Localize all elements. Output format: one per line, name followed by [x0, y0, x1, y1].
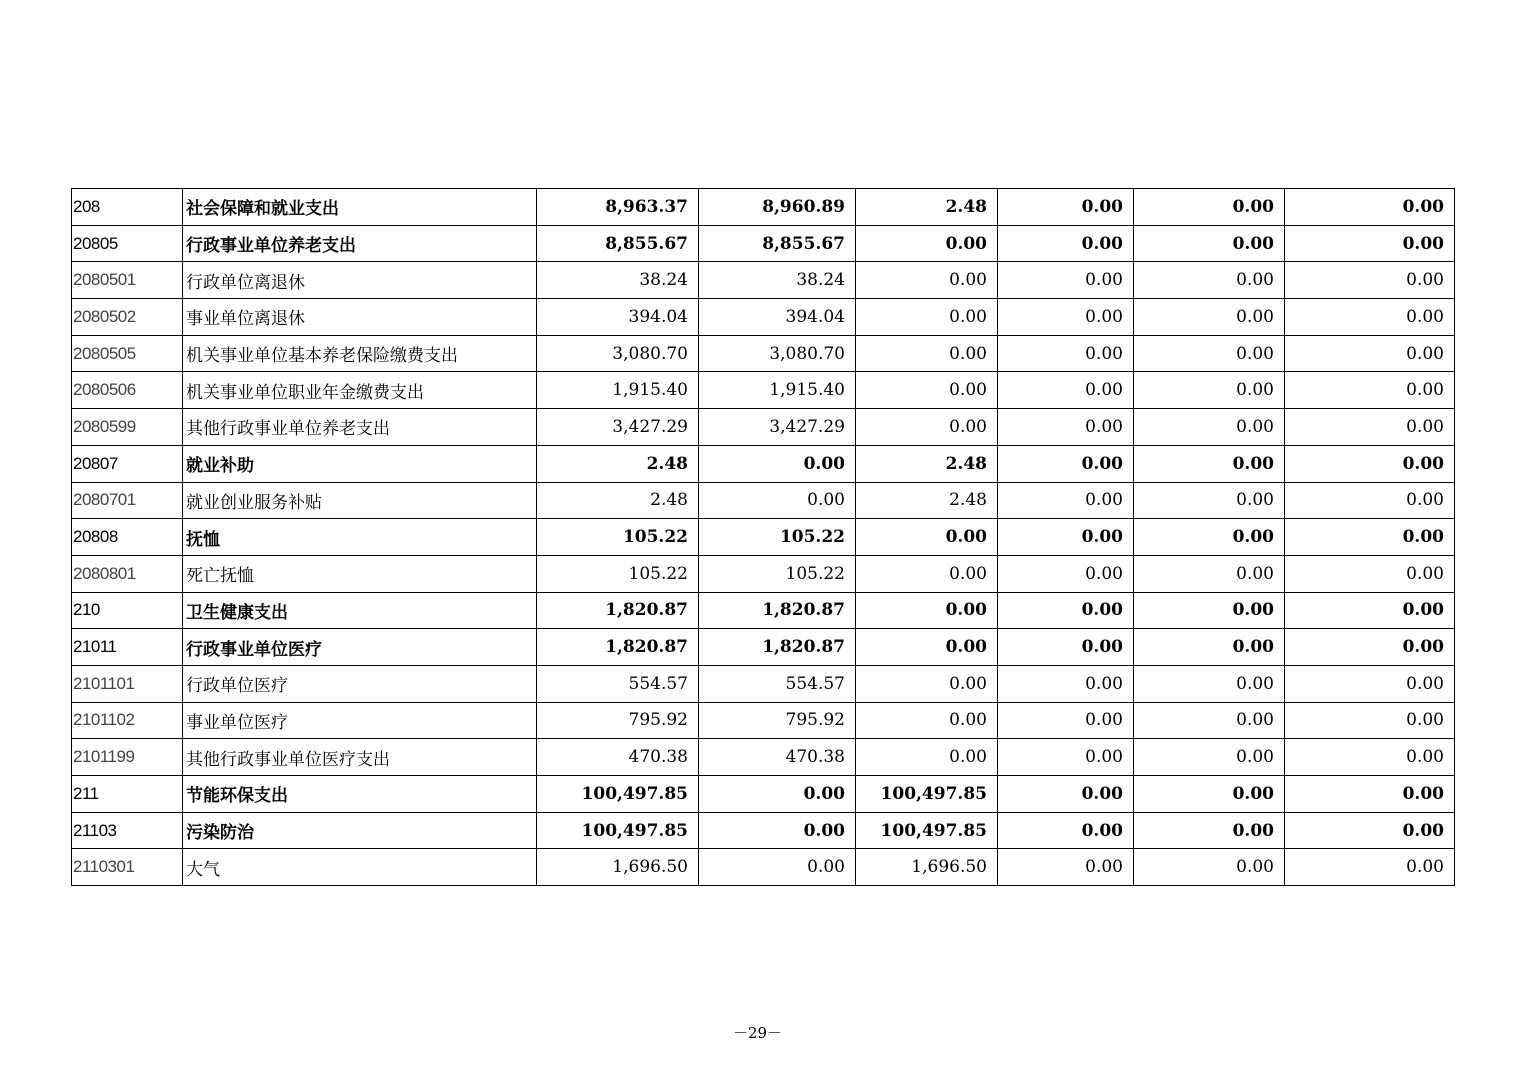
row-value-3: 0.00 [856, 555, 998, 592]
row-value-3: 0.00 [856, 262, 998, 299]
row-name: 节能环保支出 [183, 776, 537, 813]
row-value-3: 2.48 [856, 445, 998, 482]
row-name: 社会保障和就业支出 [183, 189, 537, 226]
row-value-2: 38.24 [699, 262, 856, 299]
row-value-6: 0.00 [1285, 189, 1455, 226]
row-value-2: 1,915.40 [699, 372, 856, 409]
row-value-2: 3,427.29 [699, 409, 856, 446]
row-value-4: 0.00 [998, 665, 1134, 702]
row-value-6: 0.00 [1285, 409, 1455, 446]
row-name: 事业单位医疗 [183, 702, 537, 739]
row-code: 21103 [72, 812, 183, 849]
row-value-2: 554.57 [699, 665, 856, 702]
row-value-1: 2.48 [537, 445, 699, 482]
budget-table [71, 188, 1455, 886]
row-value-3: 0.00 [856, 592, 998, 629]
row-value-3: 0.00 [856, 409, 998, 446]
row-value-2: 0.00 [699, 849, 856, 886]
row-value-2: 3,080.70 [699, 335, 856, 372]
row-value-5: 0.00 [1134, 665, 1285, 702]
row-value-3: 2.48 [856, 189, 998, 226]
row-value-4: 0.00 [998, 299, 1134, 336]
row-value-1: 8,963.37 [537, 189, 699, 226]
row-value-1: 38.24 [537, 262, 699, 299]
row-value-4: 0.00 [998, 335, 1134, 372]
row-code: 20805 [72, 225, 183, 262]
row-value-4: 0.00 [998, 849, 1134, 886]
row-code: 2080599 [72, 409, 183, 446]
row-value-2: 8,855.67 [699, 225, 856, 262]
row-value-4: 0.00 [998, 225, 1134, 262]
row-value-1: 1,696.50 [537, 849, 699, 886]
row-value-2: 394.04 [699, 299, 856, 336]
row-name: 行政单位医疗 [183, 665, 537, 702]
row-value-5: 0.00 [1134, 776, 1285, 813]
row-value-1: 100,497.85 [537, 812, 699, 849]
row-value-2: 470.38 [699, 739, 856, 776]
row-code: 21011 [72, 629, 183, 666]
table-row [72, 445, 1455, 482]
row-value-5: 0.00 [1134, 739, 1285, 776]
row-code: 2080502 [72, 299, 183, 336]
row-value-6: 0.00 [1285, 555, 1455, 592]
row-value-2: 0.00 [699, 776, 856, 813]
row-value-5: 0.00 [1134, 629, 1285, 666]
row-value-6: 0.00 [1285, 335, 1455, 372]
row-code: 20808 [72, 519, 183, 556]
row-value-4: 0.00 [998, 189, 1134, 226]
row-code: 2080506 [72, 372, 183, 409]
row-value-6: 0.00 [1285, 665, 1455, 702]
row-value-4: 0.00 [998, 702, 1134, 739]
row-name: 行政事业单位养老支出 [183, 225, 537, 262]
row-value-1: 105.22 [537, 519, 699, 556]
row-value-6: 0.00 [1285, 225, 1455, 262]
row-value-3: 0.00 [856, 372, 998, 409]
row-value-6: 0.00 [1285, 702, 1455, 739]
row-name: 污染防治 [183, 812, 537, 849]
row-value-6: 0.00 [1285, 849, 1455, 886]
row-value-2: 1,820.87 [699, 629, 856, 666]
row-value-5: 0.00 [1134, 702, 1285, 739]
table-row [72, 629, 1455, 666]
table-row [72, 372, 1455, 409]
row-name: 死亡抚恤 [183, 555, 537, 592]
row-code: 2080505 [72, 335, 183, 372]
row-value-5: 0.00 [1134, 262, 1285, 299]
row-value-4: 0.00 [998, 372, 1134, 409]
row-value-5: 0.00 [1134, 225, 1285, 262]
row-value-5: 0.00 [1134, 409, 1285, 446]
row-code: 2080801 [72, 555, 183, 592]
row-value-1: 100,497.85 [537, 776, 699, 813]
table-row [72, 812, 1455, 849]
table-row [72, 262, 1455, 299]
row-value-2: 795.92 [699, 702, 856, 739]
row-value-5: 0.00 [1134, 445, 1285, 482]
row-value-6: 0.00 [1285, 299, 1455, 336]
row-code: 2101102 [72, 702, 183, 739]
row-value-1: 470.38 [537, 739, 699, 776]
row-value-4: 0.00 [998, 555, 1134, 592]
row-name: 其他行政事业单位医疗支出 [183, 739, 537, 776]
row-value-2: 1,820.87 [699, 592, 856, 629]
row-value-6: 0.00 [1285, 739, 1455, 776]
row-code: 211 [72, 776, 183, 813]
row-code: 2101199 [72, 739, 183, 776]
row-name: 就业补助 [183, 445, 537, 482]
row-value-4: 0.00 [998, 776, 1134, 813]
row-value-3: 0.00 [856, 665, 998, 702]
row-name: 抚恤 [183, 519, 537, 556]
row-name: 卫生健康支出 [183, 592, 537, 629]
row-value-1: 1,820.87 [537, 592, 699, 629]
row-value-6: 0.00 [1285, 629, 1455, 666]
table-row [72, 592, 1455, 629]
row-value-6: 0.00 [1285, 812, 1455, 849]
row-value-1: 394.04 [537, 299, 699, 336]
row-value-1: 795.92 [537, 702, 699, 739]
row-code: 208 [72, 189, 183, 226]
row-value-4: 0.00 [998, 445, 1134, 482]
row-name: 机关事业单位基本养老保险缴费支出 [183, 335, 537, 372]
row-code: 20807 [72, 445, 183, 482]
row-value-2: 0.00 [699, 482, 856, 519]
row-value-6: 0.00 [1285, 262, 1455, 299]
row-value-6: 0.00 [1285, 445, 1455, 482]
row-value-1: 2.48 [537, 482, 699, 519]
row-value-6: 0.00 [1285, 372, 1455, 409]
row-value-5: 0.00 [1134, 519, 1285, 556]
row-value-2: 8,960.89 [699, 189, 856, 226]
page-number: －29－ [732, 1024, 783, 1042]
row-name: 大气 [183, 849, 537, 886]
row-value-1: 8,855.67 [537, 225, 699, 262]
row-value-3: 0.00 [856, 225, 998, 262]
row-value-4: 0.00 [998, 812, 1134, 849]
row-name: 行政单位离退休 [183, 262, 537, 299]
row-value-4: 0.00 [998, 482, 1134, 519]
row-value-6: 0.00 [1285, 482, 1455, 519]
row-value-1: 554.57 [537, 665, 699, 702]
row-name: 就业创业服务补贴 [183, 482, 537, 519]
row-name: 事业单位离退休 [183, 299, 537, 336]
row-value-3: 2.48 [856, 482, 998, 519]
row-value-2: 0.00 [699, 445, 856, 482]
row-value-6: 0.00 [1285, 776, 1455, 813]
row-value-6: 0.00 [1285, 592, 1455, 629]
row-value-4: 0.00 [998, 409, 1134, 446]
row-value-3: 0.00 [856, 702, 998, 739]
row-value-2: 105.22 [699, 519, 856, 556]
table-row [72, 189, 1455, 226]
row-value-3: 0.00 [856, 335, 998, 372]
row-value-4: 0.00 [998, 262, 1134, 299]
row-value-5: 0.00 [1134, 372, 1285, 409]
row-value-5: 0.00 [1134, 849, 1285, 886]
row-value-1: 105.22 [537, 555, 699, 592]
table-row [72, 739, 1455, 776]
row-code: 2110301 [72, 849, 183, 886]
row-value-5: 0.00 [1134, 189, 1285, 226]
row-value-3: 0.00 [856, 519, 998, 556]
row-value-5: 0.00 [1134, 555, 1285, 592]
row-value-4: 0.00 [998, 629, 1134, 666]
row-value-1: 1,915.40 [537, 372, 699, 409]
table-row [72, 409, 1455, 446]
row-code: 2080501 [72, 262, 183, 299]
row-value-4: 0.00 [998, 592, 1134, 629]
row-value-3: 0.00 [856, 629, 998, 666]
row-value-3: 0.00 [856, 739, 998, 776]
row-value-1: 3,080.70 [537, 335, 699, 372]
row-value-4: 0.00 [998, 519, 1134, 556]
row-name: 行政事业单位医疗 [183, 629, 537, 666]
row-name: 机关事业单位职业年金缴费支出 [183, 372, 537, 409]
table-row [72, 519, 1455, 556]
row-value-5: 0.00 [1134, 482, 1285, 519]
row-value-6: 0.00 [1285, 519, 1455, 556]
row-value-4: 0.00 [998, 739, 1134, 776]
table-row [72, 776, 1455, 813]
table-row [72, 225, 1455, 262]
table-row [72, 665, 1455, 702]
table-row [72, 482, 1455, 519]
table-row [72, 335, 1455, 372]
table-row [72, 299, 1455, 336]
row-code: 210 [72, 592, 183, 629]
row-value-3: 100,497.85 [856, 812, 998, 849]
row-code: 2080701 [72, 482, 183, 519]
row-value-1: 3,427.29 [537, 409, 699, 446]
row-value-3: 0.00 [856, 299, 998, 336]
row-value-2: 105.22 [699, 555, 856, 592]
row-value-5: 0.00 [1134, 592, 1285, 629]
row-value-2: 0.00 [699, 812, 856, 849]
table-row [72, 555, 1455, 592]
table-row [72, 849, 1455, 886]
row-value-3: 100,497.85 [856, 776, 998, 813]
row-value-5: 0.00 [1134, 299, 1285, 336]
row-code: 2101101 [72, 665, 183, 702]
row-value-1: 1,820.87 [537, 629, 699, 666]
row-name: 其他行政事业单位养老支出 [183, 409, 537, 446]
row-value-3: 1,696.50 [856, 849, 998, 886]
table-body [72, 189, 1455, 886]
table-row [72, 702, 1455, 739]
row-value-5: 0.00 [1134, 335, 1285, 372]
row-value-5: 0.00 [1134, 812, 1285, 849]
